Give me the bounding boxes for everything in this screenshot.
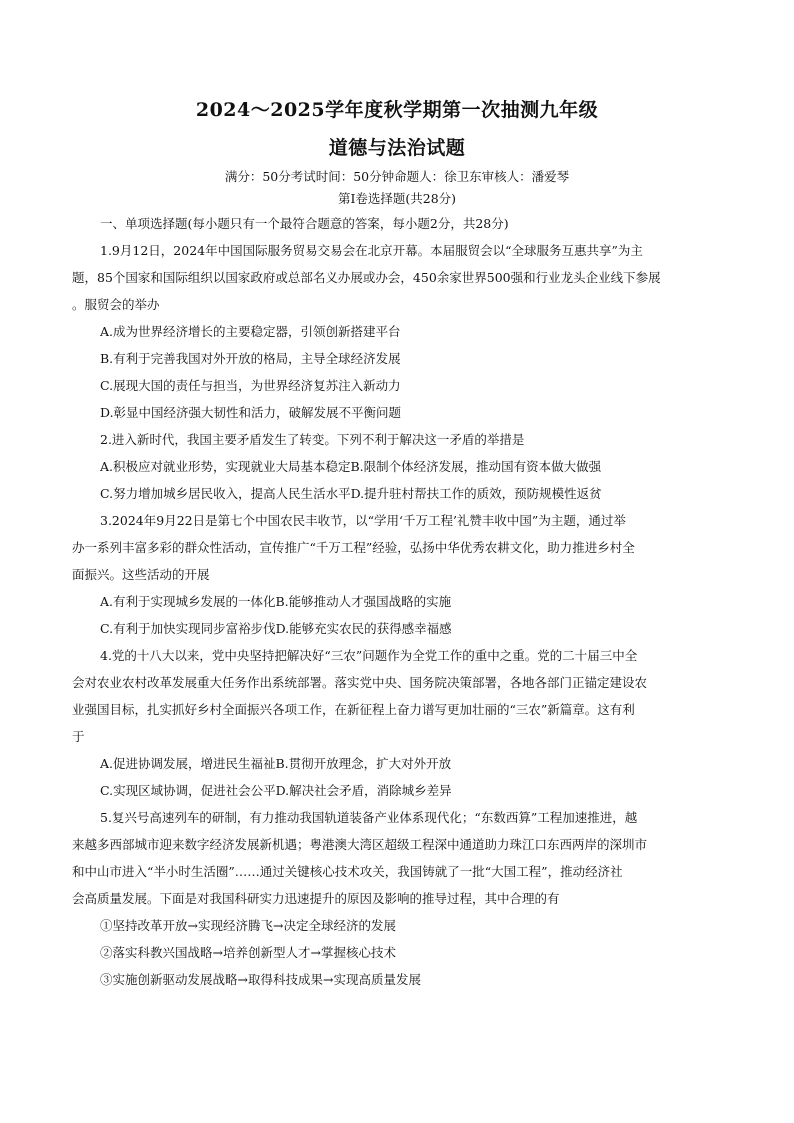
options-ab: A.积极应对就业形势，实现就业大局基本稳定B.限制个体经济发展，推动国有资本做大做强 bbox=[100, 459, 602, 474]
exam-subtitle: 道德与法治试题 bbox=[328, 137, 466, 159]
question-stem-line: 4.党的十八大以来，党中央坚持把解决好“三农”问题作为全党工作的重中之重。党的二十届三中全 bbox=[100, 648, 638, 663]
options-ab: A.促进协调发展，增进民生福祉B.贯彻开放理念，扩大对外开放 bbox=[100, 756, 452, 771]
question-1 bbox=[72, 237, 722, 426]
exam-title: 2024～2025学年度秋学期第一次抽测九年级 bbox=[195, 99, 599, 121]
question-stem-line: 来越多西部城市迎来数字经济发展新机遇；粤港澳大湾区超级工程深中通道助力珠江口东西两岸的深圳市 bbox=[72, 837, 648, 852]
question-5 bbox=[72, 804, 722, 993]
question-stem-line: 和中山市进入“半小时生活圈”……通过关键核心技术攻关，我国铸就了一批“大国工程”，推动经济社 bbox=[72, 864, 623, 879]
question-stem-line: 1.9月12日，2024年中国国际服务贸易交易会在北京开幕。本届服贸会以“全球服务互惠共享”为主 bbox=[100, 243, 643, 258]
question-4 bbox=[72, 642, 722, 804]
statement-3: ③实施创新驱动发展战略→取得科技成果→实现高质量发展 bbox=[100, 972, 421, 987]
option-a: A.成为世界经济增长的主要稳定器，引领创新搭建平台 bbox=[100, 324, 401, 339]
option-d: D.彰显中国经济强大韧性和活力，破解发展不平衡问题 bbox=[100, 405, 402, 420]
question-stem-line: 2.进入新时代，我国主要矛盾发生了转变。下列不利于解决这一矛盾的举措是 bbox=[100, 432, 525, 447]
question-stem-line: 3.2024年9月22日是第七个中国农民丰收节，以“学用‘千万工程’礼赞丰收中国”为主题，通过举 bbox=[100, 513, 626, 528]
options-ab: A.有利于实现城乡发展的一体化B.能够推动人才强国战略的实施 bbox=[100, 594, 452, 609]
question-stem-line: 5.复兴号高速列车的研制，有力推动我国轨道装备产业体系现代化；“东数西算”工程加速推进，越 bbox=[100, 810, 638, 825]
options-cd: C.实现区域协调，促进社会公平D.解决社会矛盾，消除城乡差异 bbox=[100, 783, 452, 798]
statement-1: ①坚持改革开放→实现经济腾飞→决定全球经济的发展 bbox=[100, 918, 396, 933]
question-stem-line: 业强国目标，扎实抓好乡村全面振兴各项工作，在新征程上奋力谱写更加壮丽的“三农”新篇章。这有利 bbox=[72, 702, 635, 717]
part-heading: 第I卷选择题(共28分) bbox=[337, 191, 457, 206]
options-cd: C.努力增加城乡居民收入，提高人民生活水平D.提升驻村帮扶工作的质效，预防规模性返贫 bbox=[100, 486, 602, 501]
question-3 bbox=[72, 507, 722, 642]
statement-2: ②落实科教兴国战略→培养创新型人才→掌握核心技术 bbox=[100, 945, 396, 960]
question-stem-line: 题，85个国家和国际组织以国家政府或总部名义办展或办会，450余家世界500强和行业龙头企业线下参展 bbox=[72, 270, 661, 285]
section-heading: 一、单项选择题(每小题只有一个最符合题意的答案，每小题2分，共28分) bbox=[100, 216, 509, 231]
question-stem-line: 于 bbox=[72, 729, 85, 744]
question-2 bbox=[72, 426, 722, 507]
question-stem-line: 会对农业农村改革发展重大任务作出系统部署。落实党中央、国务院决策部署，各地各部门正锚定建设农 bbox=[72, 675, 648, 690]
question-stem-line: 面振兴。这些活动的开展 bbox=[72, 567, 210, 582]
options-cd: C.有利于加快实现同步富裕步伐D.能够充实农民的获得感幸福感 bbox=[100, 621, 452, 636]
question-stem-line: 。服贸会的举办 bbox=[72, 297, 160, 312]
question-stem-line: 会高质量发展。下面是对我国科研实力迅速提升的原因及影响的推导过程，其中合理的有 bbox=[72, 891, 560, 906]
option-c: C.展现大国的责任与担当，为世界经济复苏注入新动力 bbox=[100, 378, 401, 393]
exam-meta: 满分：50分考试时间：50分钟命题人：徐卫东审核人：潘爱琴 bbox=[224, 169, 570, 184]
exam-page bbox=[72, 96, 722, 993]
question-stem-line: 办一系列丰富多彩的群众性活动，宣传推广“千万工程”经验，弘扬中华优秀农耕文化，助力推进乡村全 bbox=[72, 540, 635, 555]
option-b: B.有利于完善我国对外开放的格局，主导全球经济发展 bbox=[100, 351, 401, 366]
